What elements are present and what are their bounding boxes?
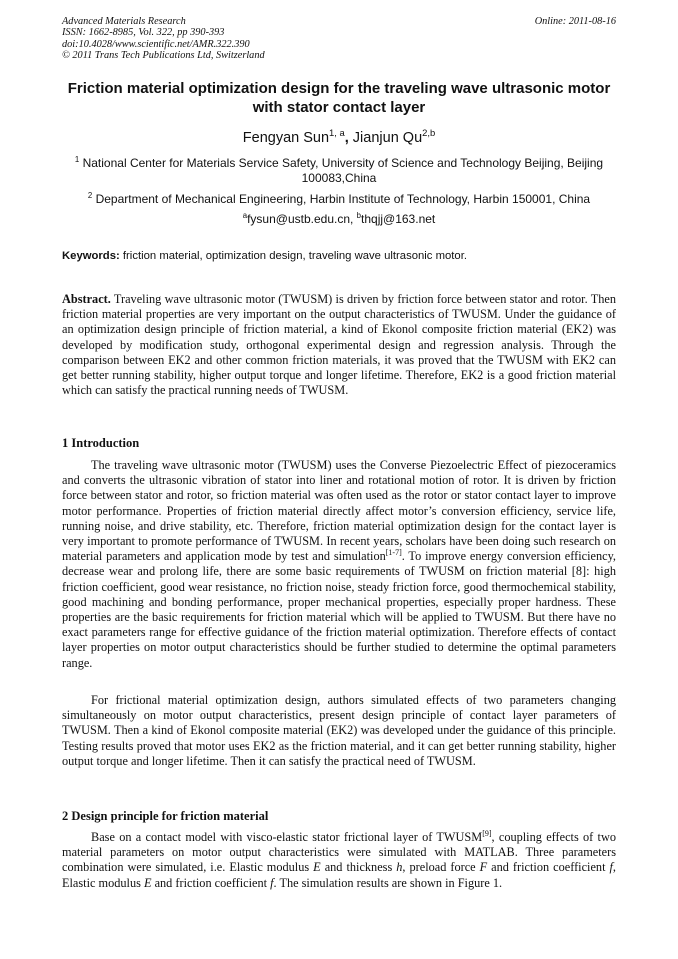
- author-line: [60, 129, 618, 147]
- variable-F: F: [479, 860, 488, 875]
- email-a[interactable]: fysun@ustb.edu.cn,: [247, 212, 357, 226]
- email-a-superscript: a: [242, 211, 248, 220]
- author-1: Fengyan Sun: [242, 130, 330, 146]
- keywords: [62, 249, 616, 263]
- journal-issn: ISSN: 1662-8985, Vol. 322, pp 390-393: [62, 27, 225, 39]
- keywords-text: friction material, optimization design, traveling wave ultrasonic motor.: [119, 250, 467, 262]
- abstract-text: Traveling wave ultrasonic motor (TWUSM) is driven by friction force between stator and rotor. Then friction material properties are very important on the output characteristics of TWUSM. Under the guidance of an optimization design principle of friction material, a kind of Ekonol composite friction material (EK2) was developed by modification study, orthogonal experimental design and regression analysis. Through the comparison between EK2 and other common friction materials, it was proved that the TWUSM with EK2 can get better running stability, higher output torque and longer lifetime. Therefore, EK2 is a good friction material which can satisfy the practical running needs of TWUSM.: [62, 292, 616, 398]
- citation: [1-7]: [385, 548, 402, 558]
- paragraph-text: and friction coefficient: [151, 875, 271, 890]
- variable-f: f: [609, 860, 613, 875]
- citation: [9]: [482, 828, 492, 838]
- section-2-paragraph-1: [62, 830, 616, 891]
- email-b-superscript: b: [356, 211, 362, 220]
- affiliation-2-superscript: 2: [87, 191, 93, 200]
- section-1-paragraph-1: [62, 458, 616, 671]
- abstract-label: Abstract.: [62, 292, 111, 306]
- keywords-label: Keywords:: [62, 250, 120, 262]
- paragraph-text: , preload force: [402, 860, 480, 875]
- author-separator: ,: [344, 130, 349, 146]
- paragraph-text: Base on a contact model with visco-elastic stator frictional layer of TWUSM: [91, 830, 483, 844]
- paragraph-text: and thickness: [320, 860, 397, 875]
- affiliation-2-text: Department of Mechanical Engineering, Harbin Institute of Technology, Harbin 150001, China: [92, 192, 591, 206]
- author-2-superscript: 2,b: [422, 127, 436, 139]
- online-date: Online: 2011-08-16: [534, 16, 616, 27]
- affiliation-1: [70, 156, 608, 186]
- paper-title: Friction material optimization design for the traveling wave ultrasonic motor with stator contact layer: [67, 80, 611, 116]
- journal-doi: doi:10.4028/www.scientific.net/AMR.322.390: [62, 38, 250, 50]
- email-b[interactable]: thqjj@163.net: [361, 212, 436, 226]
- abstract: [62, 292, 616, 398]
- paragraph-text: , coupling effects of two material parameters on motor output characteristics were simulated with MATLAB. Three parameters combination were simulated, i.e. Elastic modulus: [62, 830, 617, 875]
- variable-f: f: [270, 875, 274, 890]
- author-2: Jianjun Qu: [348, 130, 423, 146]
- variable-E: E: [313, 860, 321, 875]
- section-1-heading: 1 Introduction: [62, 436, 140, 450]
- affiliation-1-superscript: 1: [74, 155, 80, 164]
- author-1-superscript: 1, a: [329, 127, 345, 139]
- affiliation-2: [70, 192, 608, 207]
- affiliation-1-text: National Center for Materials Service Safety, University of Science and Technology Beijing, Beijing 100083,China: [79, 156, 604, 185]
- paragraph-text: . The simulation results are shown in Figure 1.: [273, 875, 503, 890]
- paragraph-text: . To improve energy conversion efficiency, decrease wear and prolong life, there are some basic requirements of TWUSM on friction material [8]: high friction coefficient, good wear resistance, no friction noise, steady friction force, good thermochemical stability, good machining and bonding performance, proper mechanical properties, especially proper hardness. These properties are the basic requirements for friction material which will be applied to TWUSM. But there have no exact parameters range for effective guidance of the friction material optimization. Therefore effects of contact layer properties on motor output characteristics should be further studied to determine the optimal parameters range.: [62, 549, 616, 670]
- paragraph-text: and friction coefficient: [487, 860, 610, 875]
- paragraph-text: , Elastic modulus: [62, 860, 616, 890]
- paragraph-text: The traveling wave ultrasonic motor (TWUSM) uses the Converse Piezoelectric Effect of piezoceramics and converts the ultrasonic vibration of stator into liner and rotational motion of rotor. It is driven by friction force between stator and rotor, so friction material was often used as the rotor or stator contact layer to improve motor performance. Properties of friction material directly affect motor’s conversion efficiency, service life, running noise, and drive stability, etc. Therefore, friction material optimization design for the contact layer is very important to promote performance of TWUSM. In recent years, scholars have been doing such research on material parameters and application mode by test and simulation: [62, 458, 616, 564]
- section-2-heading: 2 Design principle for friction material: [62, 809, 269, 823]
- journal-header: [62, 16, 616, 61]
- author-emails: [70, 212, 608, 227]
- section-1-paragraph-2: [62, 693, 616, 769]
- variable-E: E: [143, 875, 152, 890]
- variable-h: h: [396, 860, 403, 875]
- paragraph-text: For frictional material optimization design, authors simulated effects of two parameters changing simultaneously on motor output characteristics, present design principle of contact layer parameters of TWUSM. Then a kind of Ekonol composite material (EK2) was developed under the guidance of this principle. Testing results proved that motor uses EK2 as the friction material, and it can get better running stability, higher output torque and longer lifetime. Then it can satisfy the practical need of TWUSM.: [62, 693, 616, 768]
- journal-copyright: © 2011 Trans Tech Publications Ltd, Switzerland: [62, 49, 265, 61]
- journal-name: Advanced Materials Research: [62, 16, 186, 27]
